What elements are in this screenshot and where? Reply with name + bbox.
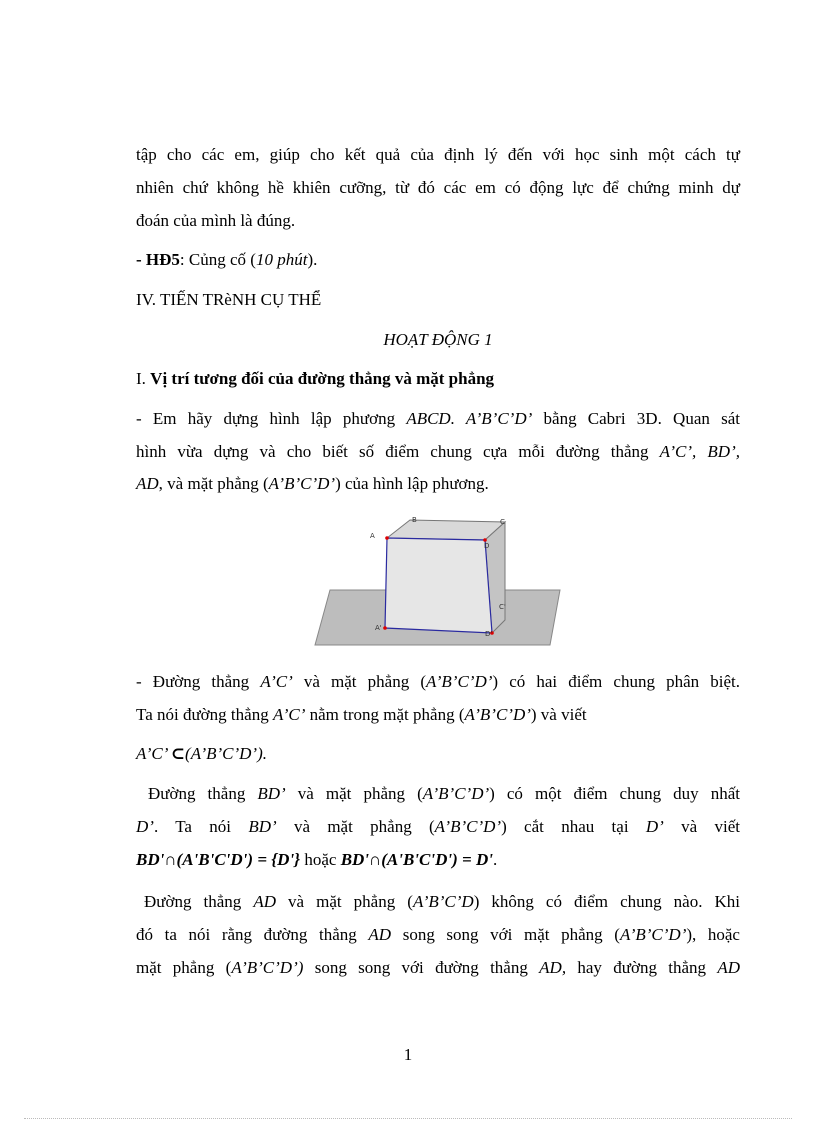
para1-line2: nhiên chứ không hề khiên cưỡng, từ đó các em có động lực để chứng minh dự — [136, 178, 740, 197]
math-run: ABCD. A’B’C’D’ — [406, 409, 533, 428]
math-run: AD — [368, 925, 392, 944]
math-run: A’C’, BD’, — [659, 442, 740, 461]
hd5-text: : Củng cố ( — [179, 250, 256, 269]
math-run: A’B’C’D’ — [619, 925, 687, 944]
para4-line1 — [136, 777, 740, 810]
text-run: ) có hai điểm chung phân biệt. — [492, 672, 740, 691]
text-run: hoặc — [300, 850, 341, 869]
text-run: - Đường thẳng — [136, 672, 261, 691]
cube-front-face — [385, 538, 492, 633]
label-a: A — [370, 532, 375, 540]
heading-1-text: Vị trí tương đối của đường thẳng và mặt phẳng — [150, 369, 495, 388]
label-d-prime: D' — [485, 630, 493, 638]
math-run: A’C’ — [136, 744, 171, 763]
text-run: và mặt phẳng ( — [292, 672, 426, 691]
text-run: nằm trong mặt phẳng ( — [305, 705, 465, 724]
text-run: bằng Cabri 3D. Quan sát — [532, 409, 740, 428]
text-run: ), hoặc — [686, 925, 740, 944]
text-run: ) của hình lập phương. — [335, 474, 489, 493]
text-run: hay đường thẳng — [566, 958, 718, 977]
para2-line1 — [136, 402, 740, 435]
label-a-prime: A' — [375, 624, 382, 632]
hd5-end: ). — [307, 250, 318, 269]
text-run: ) và viết — [530, 705, 587, 724]
text-run: và mặt phẳng ( — [285, 784, 423, 803]
math-run: A’B’C’D’ — [268, 474, 336, 493]
vertex-a-prime — [383, 626, 387, 630]
label-c: C — [500, 518, 505, 526]
text-run: và mặt phẳng ( — [276, 892, 413, 911]
para4-line3 — [136, 843, 740, 876]
page-bottom-rule — [24, 1118, 792, 1119]
section-title: IV. TIẾN TRèNH CỤ THỂ — [136, 290, 322, 309]
math-run: A’B’C’D’ — [464, 705, 531, 724]
label-d: D — [484, 542, 490, 550]
math-run: AD — [253, 892, 277, 911]
hd5-line — [136, 243, 740, 276]
label-b: B — [412, 516, 417, 524]
cube-top-face — [387, 520, 505, 540]
formula-intersection-set: BD'∩(A'B'C'D') = {D'} — [136, 850, 301, 869]
math-run: AD — [717, 958, 740, 977]
para3-line1 — [136, 665, 740, 698]
label-c-prime: C' — [499, 603, 506, 611]
text-run: và mặt phẳng ( — [276, 817, 435, 836]
text-run: ) cắt nhau tại — [501, 817, 646, 836]
text-run: song song với mặt phẳng ( — [391, 925, 620, 944]
text-run: ) có một điểm chung duy nhất — [489, 784, 740, 803]
text-run: mặt phẳng ( — [136, 958, 232, 977]
math-run: (A’B’C’D’). — [185, 744, 268, 763]
math-run: BD’ — [248, 817, 277, 836]
text-run: và viết — [663, 817, 740, 836]
text-run: . — [492, 850, 498, 869]
math-run: A’B’C’D’) — [231, 958, 304, 977]
hd5-time: 10 phút — [255, 250, 308, 269]
para2-line2 — [136, 435, 740, 468]
para5-line2 — [136, 918, 740, 951]
heading-1-number: I. — [136, 369, 151, 388]
text-run: hình vừa dựng và cho biết số điểm chung cựa mỗi đường thẳng — [136, 442, 660, 461]
activity-title: HOẠT ĐỘNG 1 — [383, 330, 493, 349]
subset-symbol: ⊂ — [170, 744, 186, 763]
math-run: A’C’ — [272, 705, 306, 724]
para4-line2 — [136, 810, 740, 843]
cube-on-plane-figure — [300, 510, 580, 650]
hd5-label: - HĐ5 — [136, 250, 180, 269]
math-run: A’B’C’D’ — [422, 784, 490, 803]
vertex-a — [385, 536, 389, 540]
para3-formula — [136, 737, 740, 770]
heading-1 — [136, 362, 740, 395]
text-run: Đường thẳng — [144, 892, 254, 911]
math-run: AD — [136, 474, 159, 493]
para3-line2 — [136, 698, 740, 731]
text-run: - Em hãy dựng hình lập phương — [136, 409, 407, 428]
para1-line1: tập cho các em, giúp cho kết quả của định lý đến với học sinh một cách tự — [136, 145, 740, 164]
text-run: đó ta nói rằng đường thẳng — [136, 925, 369, 944]
text-run: . Ta nói — [153, 817, 249, 836]
para1-line3: đoán của mình là đúng. — [136, 211, 296, 230]
para2-line3 — [136, 467, 740, 500]
para5-line3 — [136, 951, 740, 984]
math-run: A’B’C’D — [412, 892, 474, 911]
math-run: D’ — [645, 817, 664, 836]
math-run: BD’ — [257, 784, 286, 803]
text-run: , và mặt phẳng ( — [158, 474, 269, 493]
text-run: Đường thẳng — [148, 784, 258, 803]
formula-intersection-point: BD'∩(A'B'C'D') = D' — [340, 850, 493, 869]
math-run: A’B’C’D’ — [434, 817, 502, 836]
math-run: A’C’ — [260, 672, 293, 691]
math-run: D’ — [136, 817, 154, 836]
math-run: A’B’C’D’ — [426, 672, 493, 691]
text-run: ) không có điểm chung nào. Khi — [473, 892, 740, 911]
math-run: AD, — [539, 958, 567, 977]
text-run: Ta nói đường thẳng — [136, 705, 273, 724]
para5-line1 — [136, 885, 740, 918]
text-run: song song với đường thẳng — [303, 958, 540, 977]
page-number: 1 — [403, 1045, 413, 1064]
